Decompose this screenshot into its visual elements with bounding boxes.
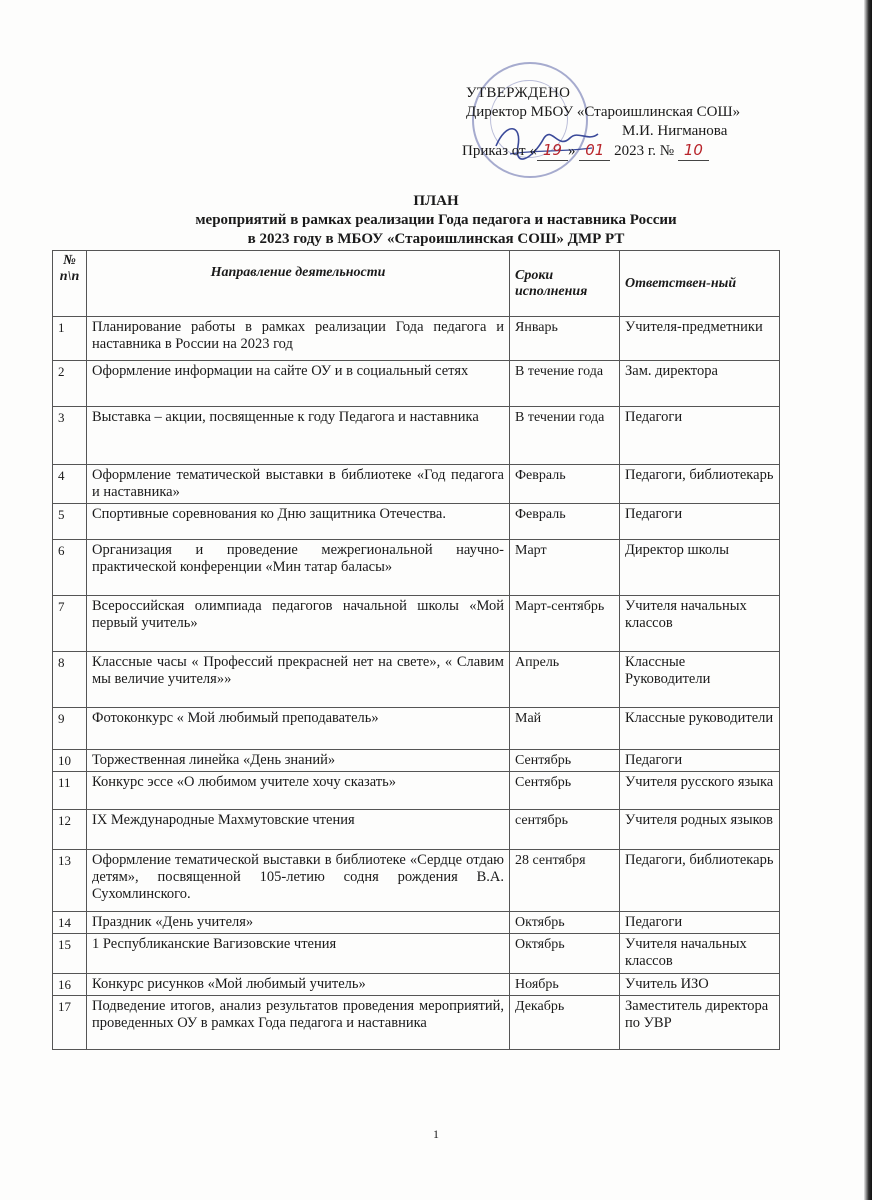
row-resp: Классные руководители <box>620 708 780 750</box>
row-desc: Планирование работы в рамках реализации Года педагога и наставника в России на 2023 год <box>87 317 510 361</box>
row-resp: Педагоги <box>620 504 780 540</box>
row-desc: Подведение итогов, анализ результатов проведения мероприятий, проведенных ОУ в рамках Года педагога и наставника <box>87 996 510 1050</box>
document-title: ПЛАН <box>413 193 459 209</box>
table-row <box>53 361 780 407</box>
row-desc: Праздник «День учителя» <box>87 912 510 934</box>
row-num: 4 <box>53 465 87 504</box>
row-resp: Учителя родных языков <box>620 810 780 850</box>
row-due: Декабрь <box>510 996 620 1050</box>
order-day: 19 <box>537 141 568 161</box>
row-due: Октябрь <box>510 934 620 974</box>
row-num: 9 <box>53 708 87 750</box>
table-row <box>53 934 780 974</box>
row-resp: Учитель ИЗО <box>620 974 780 996</box>
row-due: Февраль <box>510 465 620 504</box>
table-row <box>53 596 780 652</box>
row-num: 1 <box>53 317 87 361</box>
plan-table <box>52 250 780 1050</box>
approval-title: УТВЕРЖДЕНО <box>466 85 571 101</box>
page-edge-shadow <box>864 0 872 1200</box>
row-desc: IX Международные Махмутовские чтения <box>87 810 510 850</box>
row-num: 8 <box>53 652 87 708</box>
row-num: 15 <box>53 934 87 974</box>
table-header-row <box>53 251 780 317</box>
row-resp: Педагоги <box>620 912 780 934</box>
row-due: Сентябрь <box>510 750 620 772</box>
row-desc: Всероссийская олимпиада педагогов начальной школы «Мой первый учитель» <box>87 596 510 652</box>
approval-order <box>462 141 832 161</box>
row-desc: 1 Республиканские Вагизовские чтения <box>87 934 510 974</box>
row-resp: Учителя русского языка <box>620 772 780 810</box>
document-subtitle-1: мероприятий в рамках реализации Года педагога и наставника России <box>195 212 677 228</box>
order-month: 01 <box>579 141 610 161</box>
table-row <box>53 750 780 772</box>
row-resp: Педагоги, библиотекарь <box>620 465 780 504</box>
table-row <box>53 850 780 912</box>
table-row <box>53 810 780 850</box>
header-responsible: Ответствен-ный <box>620 251 780 317</box>
table-row <box>53 652 780 708</box>
row-desc: Оформление тематической выставки в библиотеке «Сердце отдаю детям», посвященной 105-летию содня рождения В.А. Сухомлинского. <box>87 850 510 912</box>
row-num: 7 <box>53 596 87 652</box>
row-resp: Директор школы <box>620 540 780 596</box>
row-num: 17 <box>53 996 87 1050</box>
row-due: Март-сентябрь <box>510 596 620 652</box>
table-row <box>53 504 780 540</box>
row-num: 14 <box>53 912 87 934</box>
table-row <box>53 912 780 934</box>
row-num: 11 <box>53 772 87 810</box>
table-row <box>53 407 780 465</box>
row-desc: Классные часы « Профессий прекрасней нет на свете», « Славим мы величие учителя»» <box>87 652 510 708</box>
row-due: сентябрь <box>510 810 620 850</box>
row-desc: Торжественная линейка «День знаний» <box>87 750 510 772</box>
document-titles <box>0 192 872 249</box>
approval-director: Директор МБОУ «Староишлинская СОШ» <box>466 104 741 120</box>
row-desc: Спортивные соревнования ко Дню защитника Отечества. <box>87 504 510 540</box>
row-num: 10 <box>53 750 87 772</box>
row-due: Октябрь <box>510 912 620 934</box>
row-due: Февраль <box>510 504 620 540</box>
row-desc: Фотоконкурс « Мой любимый преподаватель» <box>87 708 510 750</box>
row-resp: Учителя начальных классов <box>620 934 780 974</box>
row-due: Май <box>510 708 620 750</box>
table-row <box>53 317 780 361</box>
row-num: 13 <box>53 850 87 912</box>
order-mid: » <box>567 143 580 159</box>
row-desc: Выставка – акции, посвященные к году Педагога и наставника <box>87 407 510 465</box>
table-row <box>53 974 780 996</box>
header-direction: Направление деятельности <box>87 251 510 317</box>
row-due: Сентябрь <box>510 772 620 810</box>
row-num: 2 <box>53 361 87 407</box>
row-num: 6 <box>53 540 87 596</box>
row-num: 5 <box>53 504 87 540</box>
row-due: Январь <box>510 317 620 361</box>
row-resp: Классные Руководители <box>620 652 780 708</box>
table-row <box>53 540 780 596</box>
table-row <box>53 996 780 1050</box>
row-resp: Учителя начальных классов <box>620 596 780 652</box>
page-number: 1 <box>433 1127 439 1141</box>
header-num: № п\п <box>53 251 87 317</box>
row-resp: Педагоги <box>620 407 780 465</box>
row-desc: Конкурс эссе «О любимом учителе хочу сказать» <box>87 772 510 810</box>
row-due: Март <box>510 540 620 596</box>
order-number: 10 <box>678 141 709 161</box>
row-resp: Зам. директора <box>620 361 780 407</box>
row-desc: Оформление информации на сайте ОУ и в социальный сетях <box>87 361 510 407</box>
row-due: Апрель <box>510 652 620 708</box>
header-due: Сроки исполнения <box>510 251 620 317</box>
table-row <box>53 772 780 810</box>
row-num: 3 <box>53 407 87 465</box>
row-due: 28 сентября <box>510 850 620 912</box>
order-prefix: Приказ от « <box>462 143 537 159</box>
row-resp: Учителя-предметники <box>620 317 780 361</box>
row-due: В течении года <box>510 407 620 465</box>
table-row <box>53 708 780 750</box>
row-num: 16 <box>53 974 87 996</box>
row-resp: Заместитель директора по УВР <box>620 996 780 1050</box>
approval-block <box>452 84 832 161</box>
order-year: 2023 г. № <box>610 143 675 159</box>
row-resp: Педагоги, библиотекарь <box>620 850 780 912</box>
row-desc: Оформление тематической выставки в библиотеке «Год педагога и наставника» <box>87 465 510 504</box>
document-subtitle-2: в 2023 году в МБОУ «Староишлинская СОШ» ДМР РТ <box>247 231 625 247</box>
approval-name: М.И. Нигманова <box>622 123 728 139</box>
row-num: 12 <box>53 810 87 850</box>
row-desc: Организация и проведение межрегиональной научно-практической конференции «Мин татар баласы» <box>87 540 510 596</box>
table-row <box>53 465 780 504</box>
row-due: В течение года <box>510 361 620 407</box>
row-desc: Конкурс рисунков «Мой любимый учитель» <box>87 974 510 996</box>
row-due: Ноябрь <box>510 974 620 996</box>
row-resp: Педагоги <box>620 750 780 772</box>
